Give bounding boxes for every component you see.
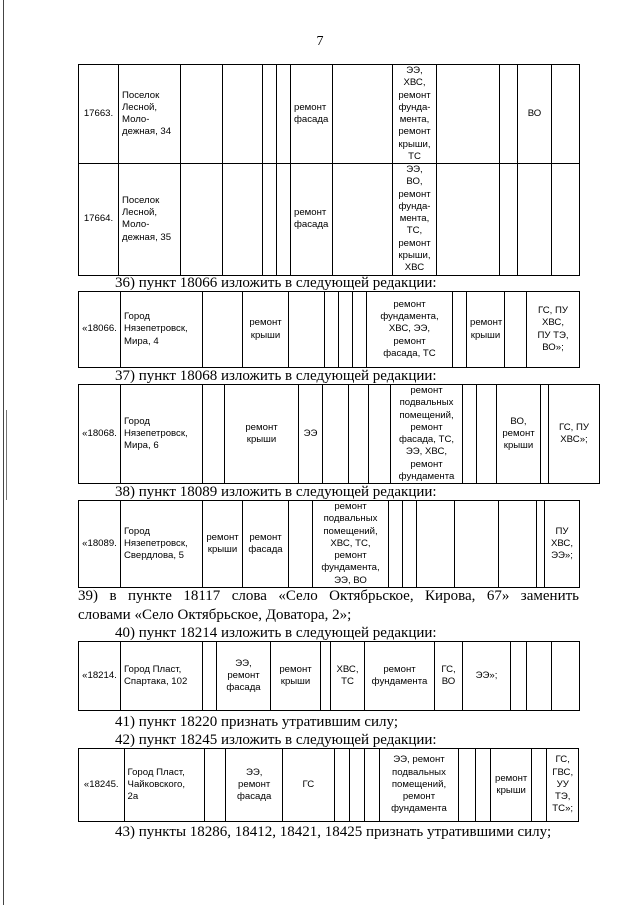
work-cell: ПУ ХВС, ЭЭ»; xyxy=(545,501,580,588)
work-cell: ремонт фундамента, ХВС, ЭЭ, ремонт фасада, ТС xyxy=(367,292,453,368)
paragraph-39-line2: словами «Село Октябрьское, Доватора, 2»; xyxy=(78,607,352,623)
work-cell: ремонт фасада xyxy=(291,164,333,275)
work-cell: ремонт фасада xyxy=(243,501,289,588)
paragraph-36: 36) пункт 18066 изложить в следующей редакции: xyxy=(115,275,437,291)
work-cell: ЭЭ, ВО, ремонт фунда- мента, ТС, ремонт крыши, ХВС xyxy=(393,164,437,275)
work-cell: ремонт подвальных помещений, ХВС, ТС, ремонт фундамента, ЭЭ, ВО xyxy=(313,501,389,588)
table-row xyxy=(79,65,580,164)
scan-margin-mark xyxy=(6,410,7,500)
paragraph-37: 37) пункт 18068 изложить в следующей редакции: xyxy=(115,368,437,384)
scan-margin-line xyxy=(3,0,4,905)
address-cell: Поселок Лесной, Моло- дежная, 34 xyxy=(119,65,181,164)
table-row xyxy=(79,385,600,484)
work-cell: ремонт крыши xyxy=(467,292,505,368)
item-number: «18089. xyxy=(79,501,121,588)
work-cell: ЭЭ, ХВС, ремонт фунда- мента, ремонт крыши, ТС xyxy=(393,65,437,164)
work-cell: ремонт фасада xyxy=(291,65,333,164)
item-number: «18245. xyxy=(79,749,125,822)
page-number: 7 xyxy=(316,34,324,49)
paragraph-38: 38) пункт 18089 изложить в следующей редакции: xyxy=(115,484,437,500)
work-cell: ЭЭ, ремонт фасада xyxy=(226,749,282,822)
work-cell: ГС, ГВС, УУ ТЭ, ТС»; xyxy=(547,749,579,822)
work-cell: ГС xyxy=(282,749,334,822)
work-cell: ГС, ПУ ХВС»; xyxy=(549,385,600,484)
table-row xyxy=(79,749,579,822)
paragraph-42: 42) пункт 18245 изложить в следующей редакции: xyxy=(115,732,437,748)
paragraph-40: 40) пункт 18214 изложить в следующей редакции: xyxy=(115,625,437,641)
address-cell: Город Нязепетровск, Мира, 6 xyxy=(121,385,203,484)
address-cell: Город Пласт, Спартака, 102 xyxy=(121,642,203,711)
item-number: «18068. xyxy=(79,385,121,484)
table-18245 xyxy=(78,748,579,822)
table-17663-17664 xyxy=(78,64,580,276)
work-cell: ЭЭ, ремонт подвальных помещений, ремонт фундамента xyxy=(380,749,458,822)
work-cell: ремонт фундамента xyxy=(365,642,435,711)
paragraph-39-line1: 39) в пункте 18117 слова «Село Октябрьское, Кирова, 67» заменить xyxy=(78,588,579,604)
table-18068 xyxy=(78,384,600,484)
table-row xyxy=(79,164,580,275)
address-cell: Поселок Лесной, Моло- дежная, 35 xyxy=(119,164,181,275)
paragraph-41: 41) пункт 18220 признать утратившим силу; xyxy=(115,714,399,730)
work-cell: ремонт крыши xyxy=(243,292,289,368)
work-cell: ремонт крыши xyxy=(271,642,321,711)
table-18066 xyxy=(78,291,580,368)
work-cell: ГС, ВО xyxy=(435,642,463,711)
item-number: 17664. xyxy=(79,164,119,275)
work-cell: ГС, ПУ ХВС, ПУ ТЭ, ВО»; xyxy=(527,292,580,368)
work-cell: ремонт крыши xyxy=(491,749,532,822)
work-cell: ЭЭ xyxy=(299,385,323,484)
work-cell: ВО xyxy=(518,65,552,164)
table-18089 xyxy=(78,500,580,588)
table-row xyxy=(79,501,580,588)
work-cell: ремонт крыши xyxy=(203,501,243,588)
item-number: «18214. xyxy=(79,642,121,711)
address-cell: Город Пласт, Чайковского, 2а xyxy=(124,749,204,822)
work-cell: ЭЭ, ремонт фасада xyxy=(217,642,271,711)
work-cell: ВО, ремонт крыши xyxy=(497,385,541,484)
work-cell: ремонт крыши xyxy=(225,385,299,484)
work-cell: ЭЭ»; xyxy=(463,642,511,711)
table-18214 xyxy=(78,641,580,711)
address-cell: Город Нязепетровск, Мира, 4 xyxy=(121,292,203,368)
item-number: «18066. xyxy=(79,292,121,368)
work-cell: ремонт подвальных помещений, ремонт фасада, ТС, ЭЭ, ХВС, ремонт фундамента xyxy=(391,385,463,484)
address-cell: Город Нязепетровск, Свердлова, 5 xyxy=(121,501,203,588)
item-number: 17663. xyxy=(79,65,119,164)
table-row xyxy=(79,292,580,368)
table-row xyxy=(79,642,580,711)
paragraph-43: 43) пункты 18286, 18412, 18421, 18425 признать утратившими силу; xyxy=(115,824,552,840)
work-cell: ХВС, ТС xyxy=(331,642,365,711)
